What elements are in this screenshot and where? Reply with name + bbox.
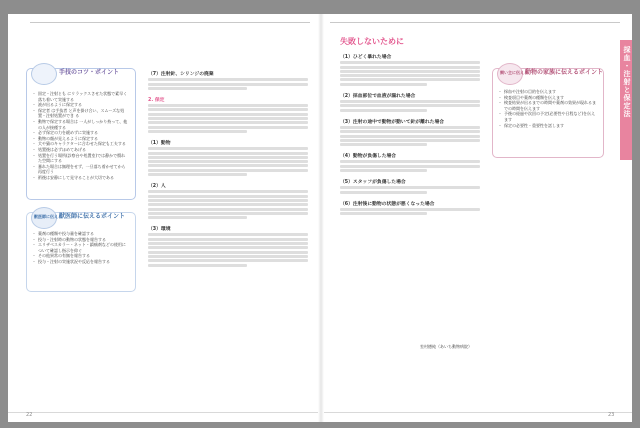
vet-item: ・ 投与・注射の実施状況や反応を報告する (33, 259, 129, 265)
family-item: ・ 採血や注射の目的を伝えます (499, 89, 597, 95)
body-text-line (148, 152, 308, 155)
body-text-line (148, 169, 308, 172)
right-bottom-rule (324, 412, 632, 413)
chapter-tab: 採血・注射と保定法 (620, 40, 632, 160)
body-text-line (340, 126, 480, 129)
right-top-rule (330, 22, 620, 23)
tips-item: ・ 処置後は必ずほめてあげる (33, 147, 129, 153)
tips-item: ・ 動物で保定する場合は 一人がしっかり持って、他の人が接種する (33, 119, 129, 130)
body-text-line (148, 83, 308, 86)
body-text-line (148, 199, 308, 202)
vet-item: ・ その他異常の有無を報告する (33, 253, 129, 259)
body-text-line (148, 190, 308, 193)
book-spread (8, 14, 632, 422)
body-text-line (148, 104, 308, 107)
body-text-line (148, 121, 308, 124)
body-text-line (340, 139, 480, 142)
body-text-line (340, 169, 427, 172)
body-text-line (340, 130, 480, 133)
body-text-line (148, 156, 308, 159)
body-text-line (148, 113, 308, 116)
body-text-line (148, 160, 308, 163)
section-heading: （7）注射針、シリンジの廃棄 (148, 72, 214, 77)
tips-item: ・ 術後は安静にして見守ることが大切である (33, 175, 129, 181)
body-text-line (148, 233, 308, 236)
tips-title: 手技のコツ・ポイント (59, 69, 120, 76)
vet-list (33, 231, 129, 265)
body-text-line (340, 104, 480, 107)
section-title: 失敗しないために (340, 37, 404, 46)
body-text-line (148, 242, 308, 245)
body-text-line (148, 173, 247, 176)
family-box (492, 68, 604, 158)
body-text-line (148, 164, 308, 167)
right-text-column (340, 36, 480, 217)
left-top-rule (30, 22, 310, 23)
body-text-line (340, 66, 480, 69)
body-text-line (340, 135, 480, 138)
vet-badge: 獣医師に伝える (31, 207, 57, 229)
section-heading: （1）動物 (148, 140, 171, 146)
section-heading: （3）環境 (148, 227, 171, 233)
body-text-line (340, 160, 480, 163)
body-text-line (148, 255, 308, 258)
body-text-line (148, 78, 308, 81)
body-text-line (340, 74, 480, 77)
body-text-line (340, 165, 480, 168)
body-text-line (148, 87, 247, 90)
body-text-line (340, 212, 427, 215)
body-text-line (148, 147, 308, 150)
body-text-line (340, 100, 480, 103)
body-text-line (340, 191, 427, 194)
body-text-line (340, 78, 480, 81)
body-text-line (148, 259, 308, 262)
author-credit: 室村德純（あいち動物病院） (420, 344, 472, 349)
body-text-line (148, 246, 308, 249)
section-heading: （3）注射の途中で動物が動いて針が離れた場合 (340, 119, 445, 125)
body-text-line (340, 70, 480, 73)
body-text-line (340, 186, 480, 189)
vet-title: 獣医師に伝えるポイント (59, 213, 126, 220)
tips-item: ・ 固定・注射とも にリラックスさせた状態で素早く落ち着いて実施する (33, 91, 129, 102)
tips-item: ・ 保定者 は手技者 と声を掛け合い、スムーズな処置・注射処置ができ る (33, 108, 129, 119)
tips-item: ・ 液が出るように保定する (33, 102, 129, 108)
family-item: ・ 検査項目や薬剤の種類を伝えます (499, 95, 597, 101)
left-bottom-rule (8, 412, 318, 413)
tips-item: ・ 必ず保定の力を緩めずに実施する (33, 130, 129, 136)
vet-item: ・ エリザベスカラー・ネット・鎮痛剤などの使用について確認し指示を仰ぐ (33, 242, 129, 253)
tips-item: ・ 処置を行う場所(診察台や処置室)では静かで慣れた空間にする (33, 153, 129, 164)
section-heading: （5）スタッフが負傷した場合 (340, 180, 406, 186)
body-text-line (148, 264, 247, 267)
family-list (499, 89, 597, 128)
section-heading: （6）注射後に動物の状態が悪くなった場合 (340, 201, 435, 207)
lightbulb-icon (31, 63, 57, 85)
body-text-line (340, 61, 480, 64)
family-item: ・ 保定の必要性・重要性を話します (499, 123, 597, 129)
tips-item: ・ 暴れた場合は無理をせず、一旦落ち着かせてから再度行う (33, 164, 129, 175)
family-title: 動物の家族に伝えるポイント (525, 69, 604, 76)
body-text-line (340, 83, 427, 86)
body-text-line (340, 109, 427, 112)
family-item: ・ 検査結果が出るまでの時間や薬剤の効果が現れるまでの時間を伝えます (499, 100, 597, 111)
vet-item: ・ 投与・注射時の動物の状態を報告する (33, 237, 129, 243)
body-text-line (148, 117, 308, 120)
vet-box (26, 212, 136, 292)
body-text-line (148, 208, 308, 211)
vet-item: ・ 薬剤の種類や投与量を確認する (33, 231, 129, 237)
body-text-line (340, 208, 480, 211)
left-page-number: 22 (26, 412, 33, 418)
section-heading: （4）動物が負傷した場合 (340, 154, 397, 160)
family-badge: 飼い主に伝える (497, 63, 523, 85)
tips-list (33, 91, 129, 181)
body-text-line (148, 126, 308, 129)
tips-box (26, 68, 136, 200)
gutter (318, 14, 324, 422)
tips-item: ・ 動物の顔が見えるように保定する (33, 136, 129, 142)
body-text-line (148, 238, 308, 241)
section-heading: （1）ひどく暴れた場合 (340, 55, 392, 60)
tips-item: ・ 犬や猫のキャラクターに合わせた保定も工夫する (33, 141, 129, 147)
section-heading: 2. 保定 (148, 97, 165, 103)
body-text-line (148, 216, 247, 219)
section-heading: （2）採血部位で血液が漏れた場合 (340, 93, 416, 99)
family-item: ・ 予後の経過や次回の予定(必要性や日程など)を伝えます (499, 111, 597, 122)
body-text-line (148, 251, 308, 254)
left-text-column (148, 70, 308, 268)
body-text-line (148, 212, 308, 215)
right-page-number: 23 (608, 412, 615, 418)
body-text-line (148, 203, 308, 206)
section-heading: （2）人 (148, 184, 166, 190)
body-text-line (148, 195, 308, 198)
body-text-line (148, 108, 308, 111)
body-text-line (340, 143, 427, 146)
body-text-line (148, 130, 247, 133)
